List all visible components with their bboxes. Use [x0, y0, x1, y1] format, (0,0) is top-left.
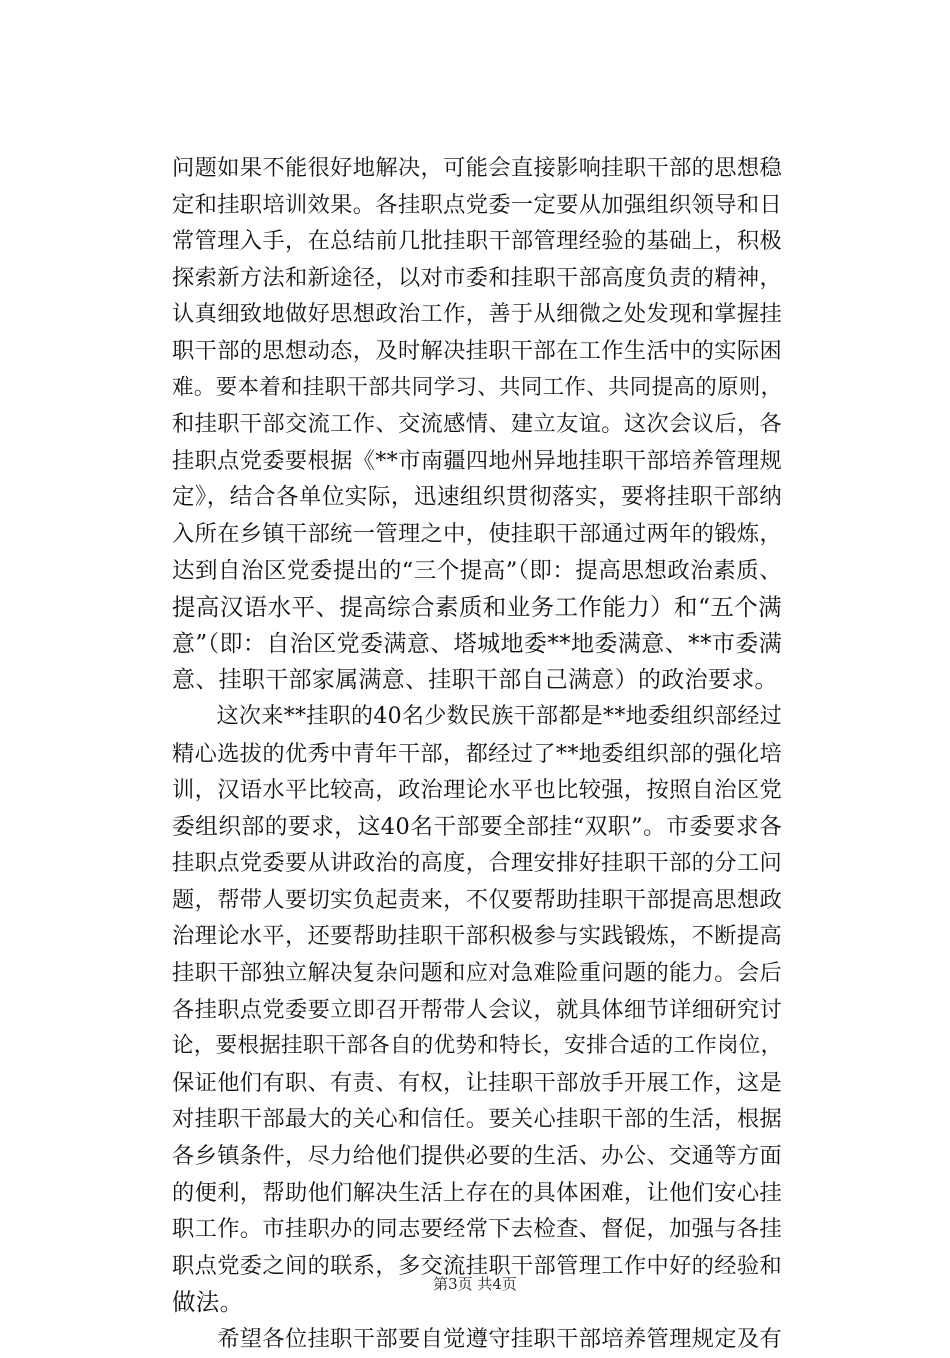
text-line: 探索新方法和新途径，以对市委和挂职干部高度负责的精神，	[172, 264, 782, 291]
text-line: 各乡镇条件，尽力给他们提供必要的生活、办公、交通等方面	[172, 1143, 782, 1170]
text-line: 保证他们有职、有责、有权，让挂职干部放手开展工作，这是	[172, 1069, 782, 1096]
text-line: 问题如果不能很好地解决，可能会直接影响挂职干部的思想稳	[172, 155, 782, 181]
text-line: 精心选拔的优秀中青年干部，都经过了**地委组织部的强化培	[172, 740, 782, 767]
page-footer	[0, 1274, 950, 1294]
text-line: 常管理入手，在总结前几批挂职干部管理经验的基础上，积极	[172, 228, 782, 255]
text-line: 委组织部的要求，这40名干部要全部挂“双职”。市委要求各	[172, 813, 782, 840]
paragraph-start-line: 这次来**挂职的40名少数民族干部都是**地委组织部经过	[172, 703, 782, 729]
text-line: 挂职点党委要根据《**市南疆四地州异地挂职干部培养管理规	[172, 447, 782, 474]
text-line: 职点党委之间的联系，多交流挂职干部管理工作中好的经验和	[172, 1252, 782, 1279]
text-line: 达到自治区党委提出的“三个提高”（即：提高思想政治素质、	[172, 557, 782, 584]
text-line: 训，汉语水平比较高，政治理论水平也比较强，按照自治区党	[172, 777, 782, 804]
text-line: 治理论水平，还要帮助挂职干部积极参与实践锻炼，不断提高	[172, 923, 782, 950]
document-body	[172, 150, 782, 1358]
paragraph-start-line: 希望各位挂职干部要自觉遵守挂职干部培养管理规定及有	[172, 1326, 782, 1352]
text-line: 对挂职干部最大的关心和信任。要关心挂职干部的生活，根据	[172, 1106, 782, 1133]
paragraph-end-line: 意、挂职干部家属满意、挂职干部自己满意）的政治要求。	[172, 667, 778, 694]
text-line: 挂职干部独立解决复杂问题和应对急难险重问题的能力。会后	[172, 960, 782, 987]
text-line: 题，帮带人要切实负起责来，不仅要帮助挂职干部提高思想政	[172, 886, 782, 913]
text-line: 职干部的思想动态，及时解决挂职干部在工作生活中的实际困	[172, 337, 782, 364]
text-line: 挂职点党委要从讲政治的高度，合理安排好挂职干部的分工问	[172, 850, 782, 877]
text-line: 的便利，帮助他们解决生活上存在的具体困难，让他们安心挂	[172, 1179, 782, 1206]
text-line: 定》，结合各单位实际，迅速组织贯彻落实，要将挂职干部纳	[172, 484, 782, 511]
text-line: 和挂职干部交流工作、交流感情、建立友谊。这次会议后，各	[172, 411, 782, 438]
text-line: 认真细致地做好思想政治工作，善于从细微之处发现和掌握挂	[172, 301, 782, 328]
text-line: 职工作。市挂职办的同志要经常下去检查、督促，加强与各挂	[172, 1216, 782, 1243]
text-line: 意”（即：自治区党委满意、塔城地委**地委满意、**市委满	[172, 630, 782, 657]
text-line: 难。要本着和挂职干部共同学习、共同工作、共同提高的原则，	[172, 374, 783, 400]
text-line: 提高汉语水平、提高综合素质和业务工作能力）和“五个满	[172, 593, 782, 622]
text-line: 论，要根据挂职干部各自的优势和特长，安排合适的工作岗位，	[172, 1033, 783, 1059]
page-number-label: 第3页 共4页	[433, 1275, 517, 1293]
paragraph-end-line: 做法。	[172, 1288, 244, 1317]
text-line: 定和挂职培训效果。各挂职点党委一定要从加强组织领导和日	[172, 191, 782, 218]
text-line: 入所在乡镇干部统一管理之中，使挂职干部通过两年的锻炼，	[172, 520, 782, 547]
text-line: 各挂职点党委要立即召开帮带人会议，就具体细节详细研究讨	[172, 996, 782, 1023]
